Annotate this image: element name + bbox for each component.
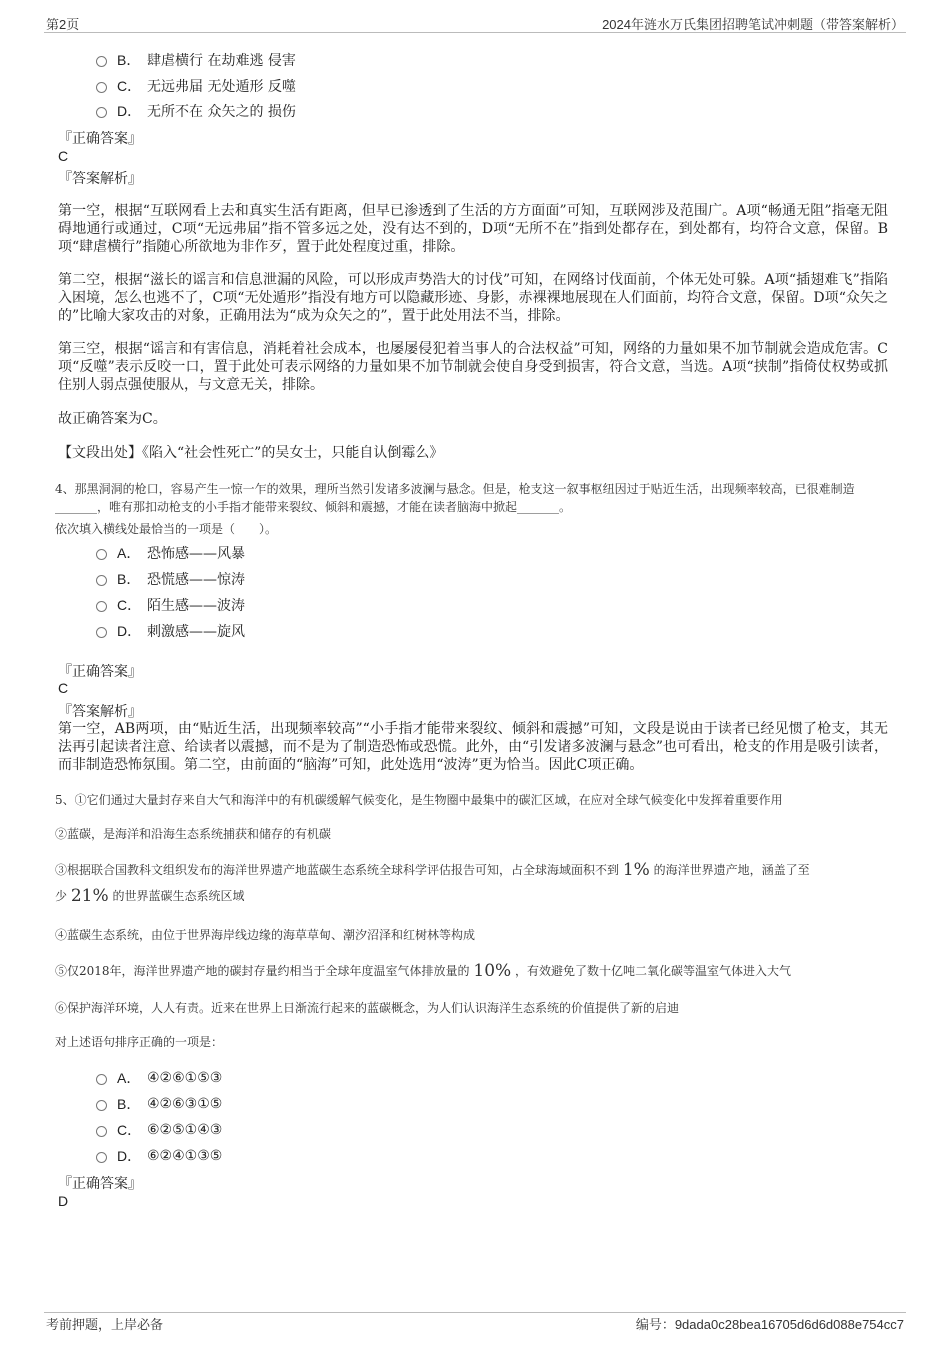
q4-analysis: 第一空，AB两项，由“贴近生活，出现频率较高”“小手指才能带来裂纹、倾斜和震撼”可知，文段是说由于读者已经见惯了枪支，其无法再引起读者注意、给读者以震撼，而不是为了制造恐怖或恐慌。此外，由“引发诸多波澜与悬念”也可看出，枪支的作用是吸引读者，而非制造恐怖氛围。第二空，由前面的“脑海”可知，此处选用“波涛”更为恰当。因此C项正确。: [58, 721, 888, 773]
radio-icon[interactable]: [96, 107, 107, 118]
radio-icon[interactable]: [96, 627, 107, 638]
q3-option-c[interactable]: [96, 76, 296, 96]
option-text: 恐怖感——风暴: [147, 546, 245, 562]
option-text: ④②⑥③①⑤: [147, 1096, 223, 1112]
option-text: 无所不在 众矢之的 损伤: [147, 104, 296, 120]
option-letter: B．: [117, 1096, 141, 1112]
q5-answer-label: 『正确答案』: [58, 1176, 142, 1192]
sentence-text: 的世界蓝碳生态系统区域: [112, 889, 245, 903]
q4-analysis-label: 『答案解析』: [58, 704, 142, 720]
option-letter: B．: [117, 52, 141, 68]
q5-sentence-3: [55, 860, 810, 880]
option-text: 刺激感——旋风: [147, 624, 245, 640]
radio-icon[interactable]: [96, 56, 107, 67]
q5-sentence-3-cont: [55, 886, 244, 906]
option-letter: D．: [117, 623, 142, 639]
q4-option-b[interactable]: [96, 569, 245, 589]
q5-sentence-1: 5、①它们通过大量封存来自大气和海洋中的有机碳缓解气候变化，是生物圈中最集中的碳汇区域，在应对全球气候变化中发挥着重要作用: [55, 793, 783, 807]
option-text: ⑥②⑤①④③: [147, 1122, 223, 1138]
radio-icon[interactable]: [96, 575, 107, 586]
sentence-text: ⑤仅2018年，海洋世界遗产地的碳封存量约相当于全球年度温室气体排放量的: [55, 964, 470, 978]
q5-prompt: 对上述语句排序正确的一项是：: [55, 1035, 224, 1049]
footer-divider: [44, 1312, 906, 1313]
q3-option-d[interactable]: [96, 101, 296, 121]
radio-icon[interactable]: [96, 601, 107, 612]
q3-analysis-paragraph-2: 第二空，根据“滋长的谣言和信息泄漏的风险，可以形成声势浩大的讨伐”可知，在网络讨伐面前，个体无处可躲。A项“插翅难飞”指陷入困境，怎么也逃不了，C项“无处遁形”指没有地方可以隐藏形迹、身影，赤裸裸地展现在人们面前，均符合文意，保留。D项“众矢之的”比喻大家攻击的对象，正确用法为“成为众矢之的”，置于此处用法不当，排除。: [58, 272, 888, 324]
document-title: 2024年涟水万氏集团招聘笔试冲刺题（带答案解析）: [602, 17, 904, 32]
option-letter: C．: [117, 597, 142, 613]
option-text: ⑥②④①③⑤: [147, 1148, 223, 1164]
sentence-text: 的海洋世界遗产地，涵盖了至: [653, 863, 810, 877]
option-letter: A．: [117, 545, 141, 561]
q5-option-b[interactable]: [96, 1094, 222, 1114]
q3-conclusion: 故正确答案为C。: [58, 411, 167, 427]
q3-analysis-paragraph-3: 第三空，根据“谣言和有害信息，消耗着社会成本，也屡屡侵犯着当事人的合法权益”可知，网络的力量如果不加节制就会造成危害。C项“反噬”表示反咬一口，置于此处可表示网络的力量如果不加节制就会使自身受到损害，符合文意，当选。A项“挟制”指倚仗权势或抓住别人弱点强使服从，与文意无关，排除。: [58, 341, 888, 393]
q3-analysis-paragraph-1: 第一空，根据“互联网看上去和真实生活有距离，但早已渗透到了生活的方方面面”可知，互联网涉及范围广。A项“畅通无阻”指毫无阻碍地通行或通过，C项“无远弗届”指不管多远之处，没有达不到的，D项“无所不在”指到处都存在，到处都有，均符合文意，保留。B项“肆虐横行”指随心所欲地为非作歹，置于此处程度过重，排除。: [58, 203, 888, 255]
q5-sentence-6: ⑥保护海洋环境，人人有责。近来在世界上日渐流行起来的蓝碳概念，为人们认识海洋生态系统的价值提供了新的启迪: [55, 1001, 680, 1015]
radio-icon[interactable]: [96, 1152, 107, 1163]
radio-icon[interactable]: [96, 1126, 107, 1137]
q3-analysis-label: 『答案解析』: [58, 171, 142, 187]
option-text: 肆虐横行 在劫难逃 侵害: [147, 53, 296, 69]
radio-icon[interactable]: [96, 82, 107, 93]
radio-icon[interactable]: [96, 1074, 107, 1085]
q4-prompt: 依次填入横线处最恰当的一项是（ ）。: [55, 522, 278, 536]
q3-source: 【文段出处】《陷入“社会性死亡”的吴女士，只能自认倒霉么》: [58, 445, 444, 461]
option-letter: C．: [117, 78, 142, 94]
percentage: 1%: [622, 860, 650, 880]
q4-option-c[interactable]: [96, 595, 245, 615]
q4-option-d[interactable]: [96, 621, 245, 641]
option-text: 恐慌感——惊涛: [147, 572, 245, 588]
q5-sentence-2: ②蓝碳，是海洋和沿海生态系统捕获和储存的有机碳: [55, 827, 332, 841]
q5-option-a[interactable]: [96, 1068, 222, 1088]
q5-option-c[interactable]: [96, 1120, 222, 1140]
q4-stem: 4、那黑洞洞的枪口，容易产生一惊一乍的效果，理所当然引发诸多波澜与悬念。但是，枪支这一叙事枢纽因过于贴近生活，出现频率较高，已很难制造_______，唯有那扣动枪支的小手指才能带来裂纹、倾斜和震撼，才能在读者脑海中掀起_______。: [55, 482, 855, 514]
q5-sentence-4: ④蓝碳生态系统，由位于世界海岸线边缘的海草草甸、潮汐沼泽和红树林等构成: [55, 928, 476, 942]
sentence-text: ，有效避免了数十亿吨二氧化碳等温室气体进入大气: [515, 964, 792, 978]
option-letter: D．: [117, 1148, 142, 1164]
radio-icon[interactable]: [96, 549, 107, 560]
q4-option-a[interactable]: [96, 543, 245, 563]
document-code: 编号：9dada0c28bea16705d6d6d088e754cc7: [635, 1317, 904, 1332]
percentage: 21%: [70, 886, 109, 906]
sentence-text: ③根据联合国教科文组织发布的海洋世界遗产地蓝碳生态系统全球科学评估报告可知，占全球海域面积不到: [55, 863, 620, 877]
q5-answer: D: [58, 1193, 69, 1209]
q3-answer: C: [58, 148, 69, 164]
footer-slogan: 考前押题，上岸必备: [46, 1317, 164, 1332]
header-divider: [44, 32, 906, 33]
option-letter: A．: [117, 1070, 141, 1086]
q4-answer: C: [58, 680, 69, 696]
q4-answer-label: 『正确答案』: [58, 664, 142, 680]
option-text: ④②⑥①⑤③: [147, 1070, 223, 1086]
option-text: 无远弗届 无处遁形 反噬: [147, 79, 296, 95]
percentage: 10%: [473, 961, 512, 981]
option-text: 陌生感——波涛: [147, 598, 245, 614]
radio-icon[interactable]: [96, 1100, 107, 1111]
q3-answer-label: 『正确答案』: [58, 131, 142, 147]
sentence-text: 少: [55, 889, 68, 903]
page-number: 第2页: [46, 17, 80, 32]
q5-sentence-5: [55, 961, 791, 981]
option-letter: B．: [117, 571, 141, 587]
option-letter: D．: [117, 103, 142, 119]
q3-option-b[interactable]: [96, 50, 296, 70]
q5-option-d[interactable]: [96, 1146, 222, 1166]
option-letter: C．: [117, 1122, 142, 1138]
